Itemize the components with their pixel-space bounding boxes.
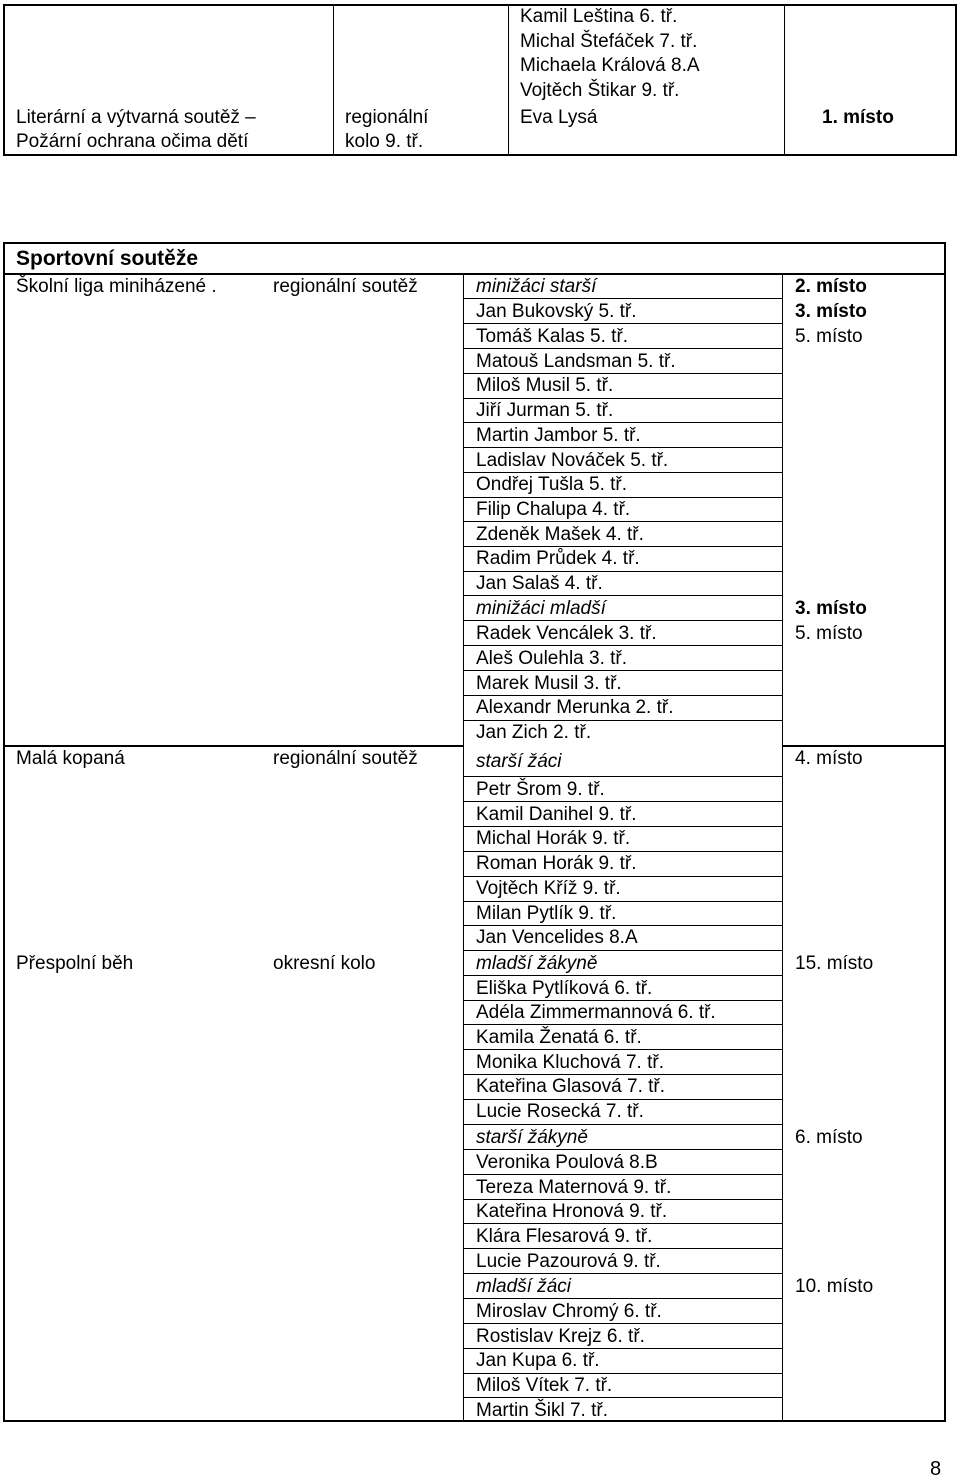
row-divider — [464, 472, 782, 473]
result: 5. místo — [795, 326, 863, 347]
name-entry: Eliška Pytlíková 6. tř. — [476, 978, 653, 999]
name-entry: Ladislav Nováček 5. tř. — [476, 450, 669, 471]
group-label: mladší žákyně — [476, 953, 598, 974]
section-heading: Sportovní soutěže — [16, 247, 199, 270]
row-divider — [464, 925, 782, 926]
result: 6. místo — [795, 1127, 863, 1148]
name-entry: Martin Šikl 7. tř. — [476, 1400, 608, 1421]
top-table-border — [3, 4, 5, 156]
row-divider — [464, 975, 782, 976]
row-divider — [464, 670, 782, 671]
result: 5. místo — [795, 623, 863, 644]
page-number: 8 — [930, 1458, 942, 1480]
name-entry: Martin Jambor 5. tř. — [476, 425, 641, 446]
row-divider — [464, 546, 782, 547]
row-divider — [464, 826, 782, 827]
group-label: minižáci mladší — [476, 598, 606, 619]
name-entry: Jan Salaš 4. tř. — [476, 573, 603, 594]
competition-level: regionální — [345, 107, 429, 128]
name-entry: Alexandr Merunka 2. tř. — [476, 697, 674, 718]
name-entry: Michaela Králová 8.A — [520, 55, 700, 76]
sports-table-border — [3, 242, 5, 1422]
name-entry: Jan Bukovský 5. tř. — [476, 301, 637, 322]
name-entry: Radim Průdek 4. tř. — [476, 548, 640, 569]
name-entry: Kamila Ženatá 6. tř. — [476, 1027, 642, 1048]
group-label: starší žáci — [476, 751, 562, 772]
competition-name: Přespolní běh — [16, 953, 134, 974]
sports-table-border — [3, 242, 946, 244]
sports-table-border — [944, 242, 946, 1422]
row-divider — [464, 1373, 782, 1374]
row-divider — [464, 851, 782, 852]
result: 1. místo — [822, 107, 894, 128]
result: 2. místo — [795, 276, 867, 297]
name-entry: Miloš Musil 5. tř. — [476, 375, 614, 396]
name-entry: Vojtěch Štikar 9. tř. — [520, 80, 680, 101]
row-divider — [464, 1348, 782, 1349]
result: 15. místo — [795, 953, 874, 974]
row-divider — [464, 876, 782, 877]
top-table-border — [508, 4, 509, 156]
competition-name: Požární ochrana očima dětí — [16, 131, 249, 152]
name-entry: Miroslav Chromý 6. tř. — [476, 1301, 662, 1322]
row-divider — [464, 1199, 782, 1200]
row-divider — [464, 422, 782, 423]
name-entry: Jiří Jurman 5. tř. — [476, 400, 614, 421]
name-entry: Tereza Maternová 9. tř. — [476, 1177, 672, 1198]
name-entry: Radek Vencálek 3. tř. — [476, 623, 657, 644]
row-divider — [464, 950, 782, 951]
name-entry: Ondřej Tušla 5. tř. — [476, 474, 628, 495]
name-entry: Klára Flesarová 9. tř. — [476, 1226, 653, 1247]
row-divider — [464, 1049, 782, 1050]
competition-name: Malá kopaná — [16, 748, 125, 769]
row-divider — [464, 595, 782, 596]
row-divider — [464, 323, 782, 324]
sports-table-border — [3, 745, 463, 747]
row-divider — [464, 521, 782, 522]
row-divider — [464, 1074, 782, 1075]
result: 3. místo — [795, 301, 867, 322]
top-table-border — [955, 4, 957, 156]
group-label: starší žákyně — [476, 1127, 588, 1148]
name-entry: Miloš Vítek 7. tř. — [476, 1375, 613, 1396]
result: 10. místo — [795, 1276, 874, 1297]
row-divider — [464, 447, 782, 448]
row-divider — [464, 620, 782, 621]
name-entry: Marek Musil 3. tř. — [476, 673, 622, 694]
row-divider — [464, 1248, 782, 1249]
name-entry: Roman Horák 9. tř. — [476, 853, 637, 874]
row-divider — [464, 1397, 782, 1398]
name-entry: Monika Kluchová 7. tř. — [476, 1052, 664, 1073]
name-entry: Tomáš Kalas 5. tř. — [476, 326, 629, 347]
sports-table-border — [3, 273, 946, 275]
sports-table-border — [782, 745, 946, 747]
group-label: mladší žáci — [476, 1276, 572, 1297]
row-divider — [464, 1000, 782, 1001]
name-entry: Kamil Danihel 9. tř. — [476, 804, 637, 825]
name-entry: Petr Šrom 9. tř. — [476, 779, 605, 800]
row-divider — [464, 1099, 782, 1100]
row-divider — [464, 1024, 782, 1025]
sports-table-border — [3, 1420, 946, 1422]
name-entry: Aleš Oulehla 3. tř. — [476, 648, 628, 669]
row-divider — [464, 348, 782, 349]
name-entry: Milan Pytlík 9. tř. — [476, 903, 617, 924]
group-label: minižáci starší — [476, 276, 597, 297]
row-divider — [464, 1323, 782, 1324]
row-divider — [464, 1124, 782, 1125]
top-table-border — [784, 4, 785, 156]
row-divider — [464, 901, 782, 902]
row-divider — [464, 776, 782, 777]
row-divider — [464, 1149, 782, 1150]
result: 4. místo — [795, 748, 863, 769]
competition-name: Školní liga miniházené . — [16, 276, 217, 297]
row-divider — [464, 1223, 782, 1224]
name-entry: Kateřina Hronová 9. tř. — [476, 1201, 668, 1222]
competition-level: regionální soutěž — [273, 276, 418, 297]
competition-level: regionální soutěž — [273, 748, 418, 769]
name-entry: Filip Chalupa 4. tř. — [476, 499, 631, 520]
name-entry: Vojtěch Kříž 9. tř. — [476, 878, 621, 899]
competition-level: kolo 9. tř. — [345, 131, 424, 152]
name-entry: Lucie Rosecká 7. tř. — [476, 1101, 644, 1122]
top-table-border — [3, 4, 957, 6]
participant-name: Eva Lysá — [520, 107, 598, 128]
row-divider — [464, 373, 782, 374]
top-table-border — [3, 154, 957, 156]
name-entry: Kamil Leština 6. tř. — [520, 6, 678, 27]
name-entry: Rostislav Krejz 6. tř. — [476, 1326, 645, 1347]
sports-table-border — [782, 274, 783, 1421]
row-divider — [464, 571, 782, 572]
name-entry: Lucie Pazourová 9. tř. — [476, 1251, 661, 1272]
row-divider — [464, 398, 782, 399]
name-entry: Michal Štefáček 7. tř. — [520, 31, 698, 52]
name-entry: Jan Kupa 6. tř. — [476, 1350, 600, 1371]
competition-name: Literární a výtvarná soutěž – — [16, 107, 256, 128]
name-entry: Adéla Zimmermannová 6. tř. — [476, 1002, 716, 1023]
top-table-border — [333, 4, 334, 156]
name-entry: Michal Horák 9. tř. — [476, 828, 631, 849]
row-divider — [464, 497, 782, 498]
row-divider — [464, 645, 782, 646]
name-entry: Matouš Landsman 5. tř. — [476, 351, 676, 372]
row-divider — [464, 695, 782, 696]
row-divider — [464, 1298, 782, 1299]
name-entry: Veronika Poulová 8.B — [476, 1152, 658, 1173]
row-divider — [464, 801, 782, 802]
name-entry: Jan Vencelides 8.A — [476, 927, 638, 948]
row-divider — [464, 1273, 782, 1274]
row-divider — [464, 720, 782, 721]
name-entry: Zdeněk Mašek 4. tř. — [476, 524, 644, 545]
result: 3. místo — [795, 598, 867, 619]
row-divider — [464, 298, 782, 299]
row-divider — [464, 1174, 782, 1175]
name-entry: Jan Zich 2. tř. — [476, 722, 592, 743]
competition-level: okresní kolo — [273, 953, 376, 974]
name-entry: Kateřina Glasová 7. tř. — [476, 1076, 666, 1097]
